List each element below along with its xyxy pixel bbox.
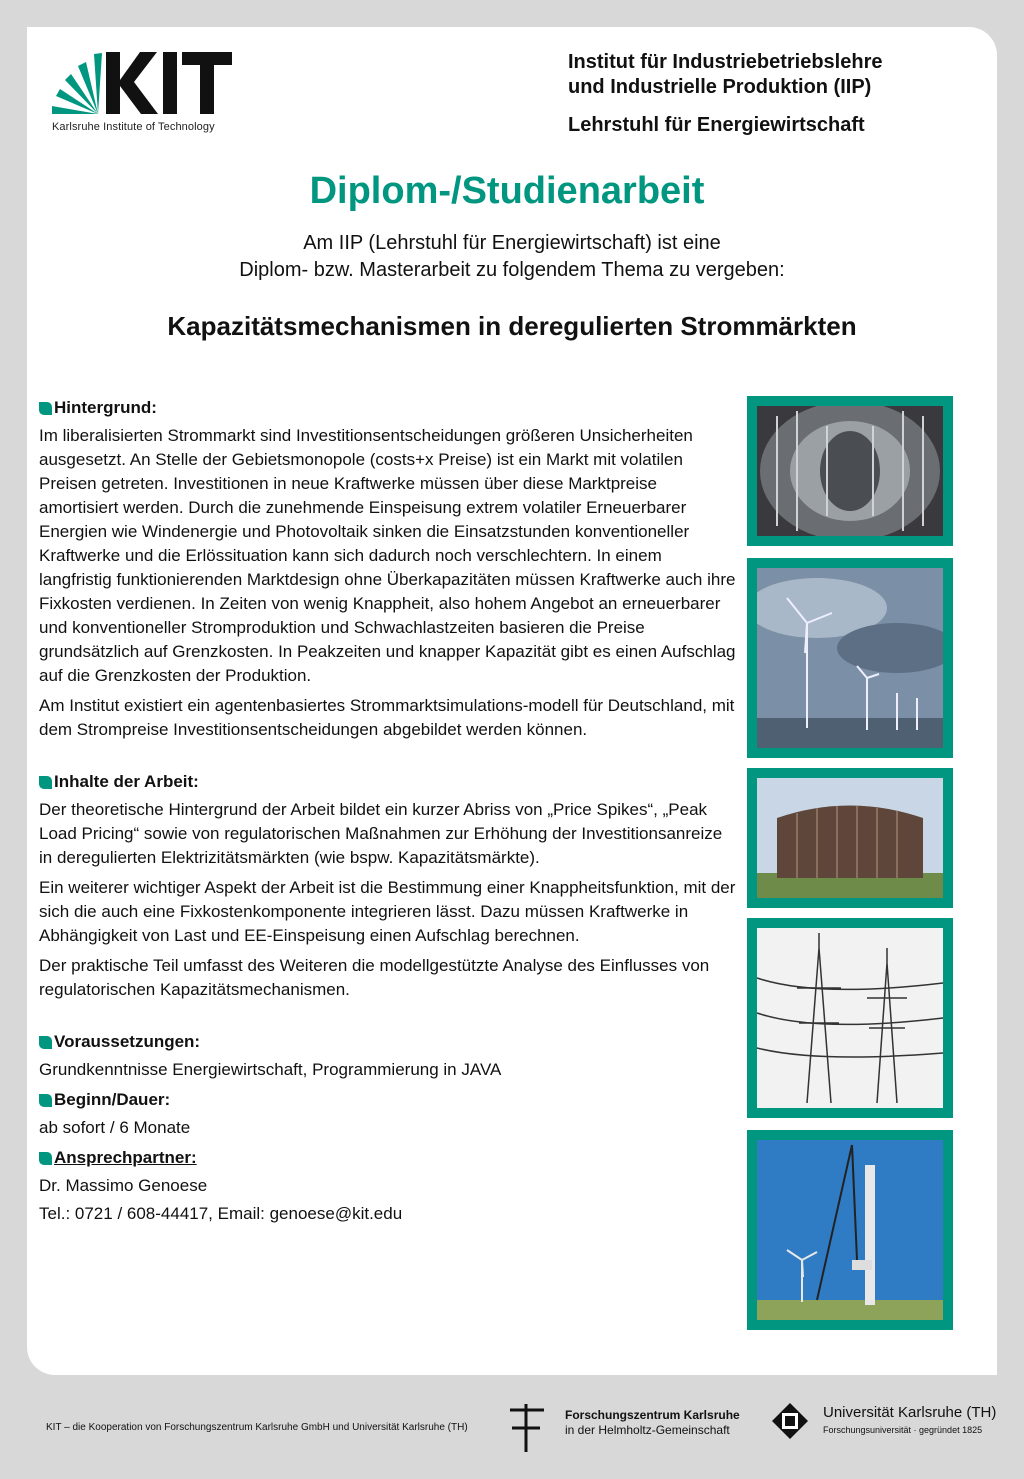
- requirements-text: Grundkenntnisse Energiewirtschaft, Programmierung in JAVA: [39, 1060, 502, 1079]
- uka-name: Universität Karlsruhe (TH): [823, 1404, 997, 1421]
- intro-text: [0, 230, 1024, 284]
- background-paragraph-2: Am Institut existiert ein agentenbasiertes Strommarktsimulations-modell für Deutschland, mit dem Strompreise Investitionsentscheidungen abgebildet werden können.: [39, 696, 735, 739]
- main-content: [39, 396, 739, 1226]
- institute-name: [568, 50, 882, 100]
- wind-turbine-construction-photo: [747, 1130, 953, 1330]
- power-lines-photo: [747, 918, 953, 1118]
- contact-details[interactable]: Tel.: 0721 / 608-44417, Email: genoese@kit.edu: [39, 1204, 403, 1223]
- contact-name: Dr. Massimo Genoese: [39, 1176, 208, 1195]
- bullet-icon: [39, 776, 52, 789]
- heading-label: Ansprechpartner:: [54, 1148, 197, 1167]
- section-heading-background: [39, 396, 739, 420]
- intro-line-1: Am IIP (Lehrstuhl für Energiewirtschaft) ist eine: [303, 232, 721, 254]
- heading-label: Inhalte der Arbeit:: [54, 772, 199, 791]
- background-paragraph-1: Im liberalisierten Strommarkt sind Investitionsentscheidungen größeren Unsicherheiten ausgesetzt. An Stelle der Gebietsmonopole (costs+x Preise) ist ein Markt mit volatilen Preisen getreten. Investitionen in neue Kraftwerke müssen über diese Marktpreise amortisiert werden. Durch die zunehmende Einspeisung extrem volatiler Erneuerbarer Energien wie Windenergie und Photovoltaik sinken die Einsatzstunden konventioneller Kraftwerke und die Erlössituation kann sich dadurch noch verschlechtern. In einem langfristig funktionierenden Marktdesign ohne Überkapazitäten müssen Kraftwerke auch ihre Fixkosten verdienen. In Zeiten von wenig Knappheit, also hohem Angebot an erneuerbarer und konventioneller Stromproduktion und Schwachlastzeiten basieren die Preise grundsätzlich auf Grenzkosten. In Peakzeiten und knapper Kapazität gibt es einen Aufschlag auf die Grenzkosten der Produktion.: [39, 426, 736, 685]
- heading-label: Voraussetzungen:: [54, 1032, 201, 1051]
- content-paragraph-1: Der theoretische Hintergrund der Arbeit bildet ein kurzer Abriss von „Price Spikes“, „Peak Load Pricing“ sowie von regulatorischen Maßnahmen zur Erhöhung der Investitionsanreize in deregulierten Elektrizitätsmärkten (wie bspw. Kapazitätsmärkte).: [39, 800, 723, 867]
- intro-line-2: Diplom- bzw. Masterarbeit zu folgendem Thema zu vergeben:: [239, 259, 785, 281]
- uka-subtitle: Forschungsuniversität · gegründet 1825: [823, 1425, 983, 1435]
- chair-name: Lehrstuhl für Energiewirtschaft: [568, 114, 865, 136]
- thesis-topic: Kapazitätsmechanismen in deregulierten Strommärkten: [167, 311, 857, 341]
- fzk-name: Forschungszentrum Karlsruhe: [565, 1408, 740, 1422]
- bullet-icon: [39, 402, 52, 415]
- section-heading-start: [39, 1088, 739, 1112]
- section-heading-contact: [39, 1146, 739, 1170]
- institute-line-2: und Industrielle Produktion (IIP): [568, 76, 872, 98]
- heading-label: Hintergrund:: [54, 398, 157, 417]
- bullet-icon: [39, 1036, 52, 1049]
- power-plant-building-photo: [747, 768, 953, 908]
- heading-label: Beginn/Dauer:: [54, 1090, 171, 1109]
- bullet-icon: [39, 1152, 52, 1165]
- bullet-icon: [39, 1094, 52, 1107]
- uka-logo-icon: [770, 1401, 810, 1441]
- offshore-wind-photo: [747, 558, 953, 758]
- footer-cooperation: KIT – die Kooperation von Forschungszentrum Karlsruhe GmbH und Universität Karlsruhe (TH): [46, 1422, 468, 1433]
- fzk-subtitle: in der Helmholtz-Gemeinschaft: [565, 1423, 730, 1437]
- content-paragraph-3: Der praktische Teil umfasst des Weiteren die modellgestützte Analyse des Einflusses von regulatorischen Kapazitätsmechanismen.: [39, 956, 710, 999]
- fusion-reactor-photo: [747, 396, 953, 546]
- page-title: Diplom-/Studienarbeit: [309, 170, 705, 212]
- start-text: ab sofort / 6 Monate: [39, 1118, 191, 1137]
- institute-line-1: Institut für Industriebetriebslehre: [568, 51, 883, 73]
- section-heading-requirements: [39, 1030, 739, 1054]
- fzk-logo-icon: [508, 1402, 552, 1454]
- logo-subtitle: Karlsruhe Institute of Technology: [52, 121, 215, 133]
- section-heading-content: [39, 770, 739, 794]
- content-paragraph-2: Ein weiterer wichtiger Aspekt der Arbeit ist die Bestimmung einer Knappheitsfunktion, mit der sich die auch eine Fixkostenkomponente integrieren lässt. Dazu müssen Kraftwerke in Abhängigkeit von Last und EE-Einspeisung einen Aufschlag berechnen.: [39, 878, 736, 945]
